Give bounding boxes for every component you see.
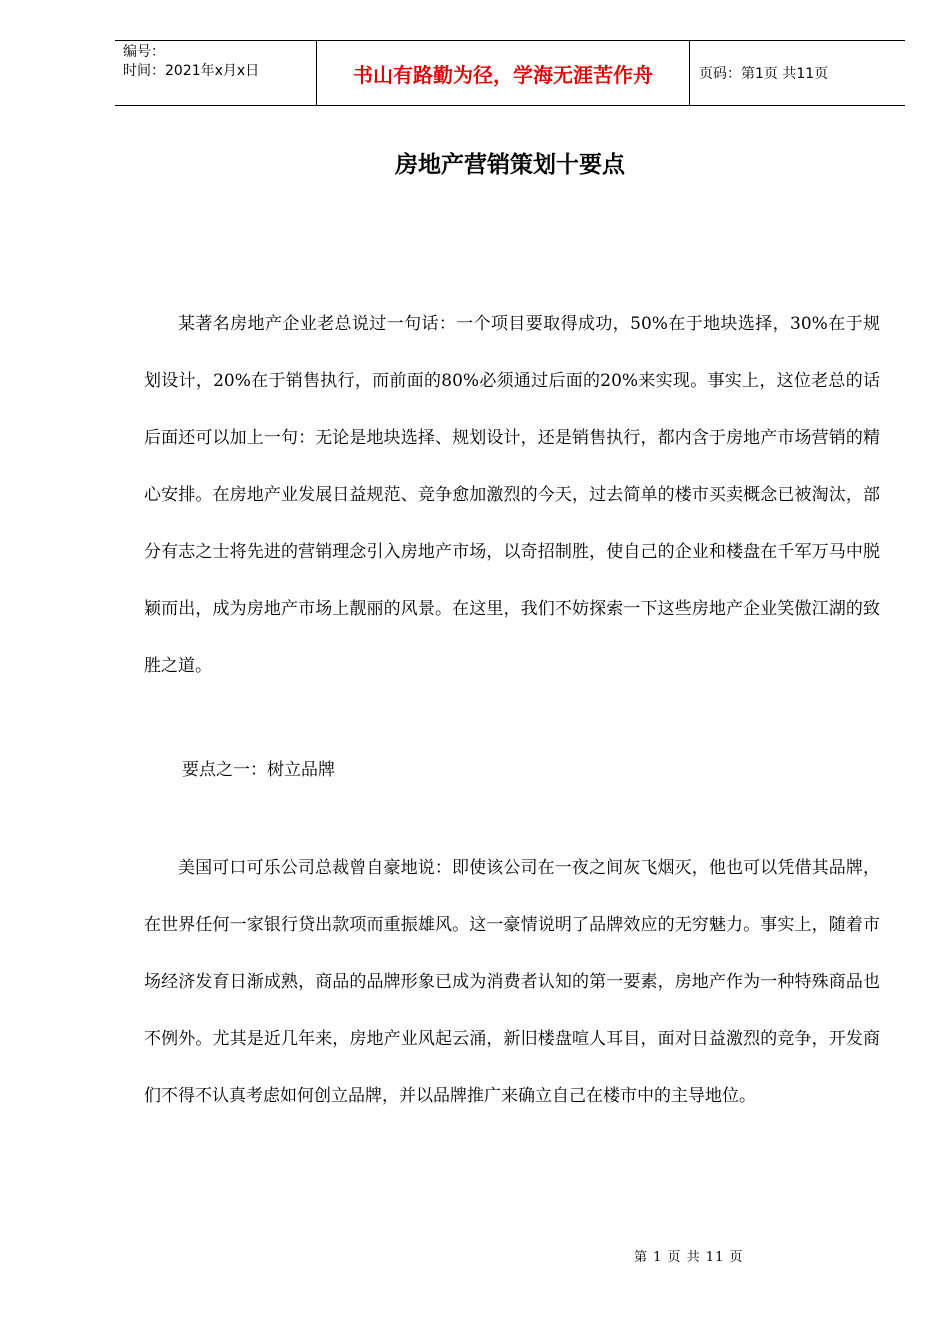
header-motto: 书山有路勤为径，学海无涯苦作舟 [316,41,690,105]
header-meta-cell [115,41,316,105]
serial-number-label: 编号： [123,44,165,60]
document-title: 房地产营销策划十要点 [395,152,625,178]
page-header [115,40,905,106]
date-line: 时间：2021年x月x日 [123,63,260,79]
page-footer: 第 1 页 共 11 页 [634,1250,744,1265]
header-page-info: 页码：第1页 共11页 [699,66,829,82]
body-paragraph: 美国可口可乐公司总裁曾自豪地说：即使该公司在一夜之间灰飞烟灭，他也可以凭借其品牌，在世界任何一家银行贷出款项而重振雄风。这一豪情说明了品牌效应的无穷魅力。事实上，随着市场经济发育日渐成熟，商品的品牌形象已成为消费者认知的第一要素，房地产作为一种特殊商品也不例外。尤其是近几年来，房地产业风起云涌，新旧楼盘喧人耳目，面对日益激烈的竞争，开发商们不得不认真考虑如何创立品牌，并以品牌推广来确立自己在楼市中的主导地位。 [144,858,880,1106]
section-heading: 要点之一：树立品牌 [182,760,335,780]
intro-paragraph: 某著名房地产企业老总说过一句话：一个项目要取得成功，50%在于地块选择，30%在于规划设计，20%在于销售执行，而前面的80%必须通过后面的20%来实现。事实上，这位老总的话后面还可以加上一句：无论是地块选择、规划设计，还是销售执行，都内含于房地产市场营销的精心安排。在房地产业发展日益规范、竞争愈加激烈的今天，过去简单的楼市买卖概念已被淘汰，部分有志之士将先进的营销理念引入房地产市场，以奇招制胜，使自己的企业和楼盘在千军万马中脱颖而出，成为房地产市场上靓丽的风景。在这里，我们不妨探索一下这些房地产企业笑傲江湖的致胜之道。 [144,314,880,676]
